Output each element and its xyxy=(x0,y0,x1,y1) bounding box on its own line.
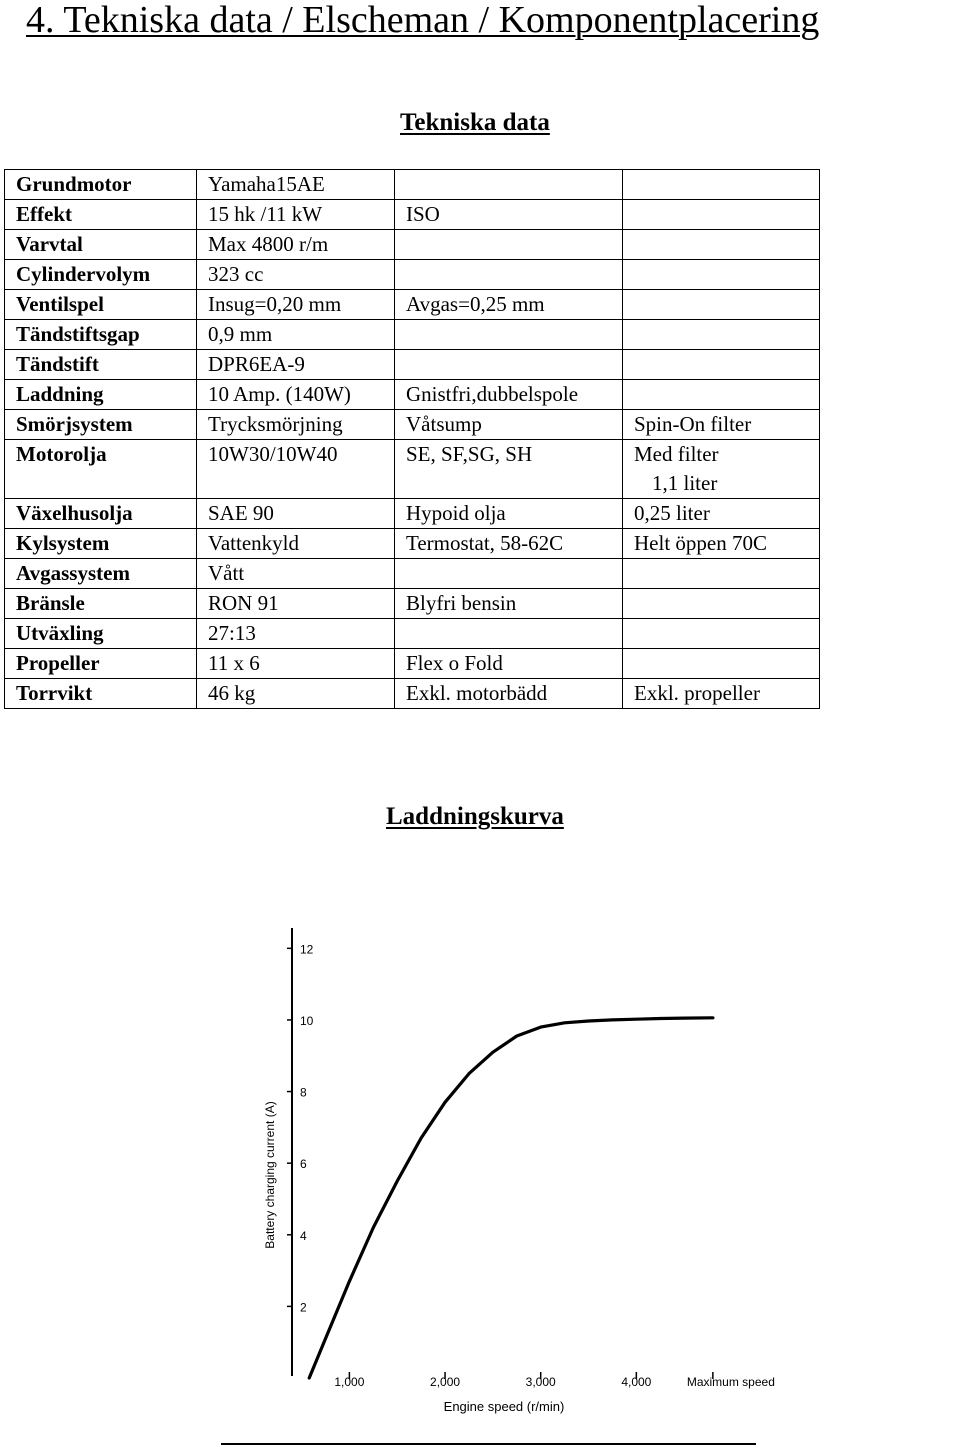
spec-value: RON 91 xyxy=(197,589,395,619)
spec-label: Utväxling xyxy=(5,619,197,649)
spec-row xyxy=(5,170,820,200)
spec-note xyxy=(623,589,820,619)
spec-row xyxy=(5,350,820,380)
spec-note xyxy=(623,230,820,260)
spec-detail: Gnistfri,dubbelspole xyxy=(395,380,623,410)
spec-row xyxy=(5,529,820,559)
x-tick-label: Maximum speed xyxy=(686,1375,775,1389)
spec-row xyxy=(5,230,820,260)
spec-note xyxy=(623,380,820,410)
spec-label: Varvtal xyxy=(5,230,197,260)
spec-row xyxy=(5,260,820,290)
chart-x-ticks xyxy=(334,1372,775,1389)
spec-note: Exkl. propeller xyxy=(623,679,820,709)
spec-label: Bränsle xyxy=(5,589,197,619)
spec-detail: Blyfri bensin xyxy=(395,589,623,619)
tech-data-heading: Tekniska data xyxy=(400,109,550,136)
spec-note xyxy=(623,619,820,649)
spec-note xyxy=(623,559,820,589)
spec-detail: Exkl. motorbädd xyxy=(395,679,623,709)
spec-note xyxy=(623,350,820,380)
spec-note xyxy=(623,649,820,679)
spec-value: Max 4800 r/m xyxy=(197,230,395,260)
x-tick-label: 2,000 xyxy=(430,1375,461,1389)
spec-label: Torrvikt xyxy=(5,679,197,709)
spec-value: 323 cc xyxy=(197,260,395,290)
spec-detail: Avgas=0,25 mm xyxy=(395,290,623,320)
spec-label: Motorolja xyxy=(5,440,197,499)
spec-note: Helt öppen 70C xyxy=(623,529,820,559)
spec-note xyxy=(623,170,820,200)
spec-row xyxy=(5,410,820,440)
spec-value: 27:13 xyxy=(197,619,395,649)
spec-note xyxy=(623,200,820,230)
chart-series xyxy=(309,1018,713,1378)
spec-detail xyxy=(395,320,623,350)
spec-label: Kylsystem xyxy=(5,529,197,559)
y-tick-label: 2 xyxy=(300,1300,307,1315)
y-tick-label: 4 xyxy=(300,1228,307,1243)
spec-detail: Hypoid olja xyxy=(395,499,623,529)
x-tick-label: 1,000 xyxy=(334,1375,365,1389)
spec-value: Yamaha15AE xyxy=(197,170,395,200)
charging-curve-chart xyxy=(240,920,775,1420)
spec-value: SAE 90 xyxy=(197,499,395,529)
y-tick-label: 12 xyxy=(300,942,314,957)
spec-row xyxy=(5,200,820,230)
spec-row xyxy=(5,649,820,679)
spec-detail xyxy=(395,559,623,589)
spec-note: 0,25 liter xyxy=(623,499,820,529)
spec-row xyxy=(5,320,820,350)
spec-note: Spin-On filter xyxy=(623,410,820,440)
spec-value: 0,9 mm xyxy=(197,320,395,350)
spec-detail: Termostat, 58-62C xyxy=(395,529,623,559)
spec-label: Effekt xyxy=(5,200,197,230)
spec-value: Vattenkyld xyxy=(197,529,395,559)
spec-label: Cylindervolym xyxy=(5,260,197,290)
x-tick-label: 3,000 xyxy=(525,1375,556,1389)
spec-note-line: Med filter xyxy=(634,442,719,466)
page-title: 4. Tekniska data / Elscheman / Komponentplacering xyxy=(26,0,820,41)
chart-x-axis-label: Engine speed (r/min) xyxy=(443,1399,565,1414)
spec-label: Propeller xyxy=(5,649,197,679)
spec-detail: Flex o Fold xyxy=(395,649,623,679)
charging-curve-line xyxy=(309,1018,713,1378)
spec-row xyxy=(5,440,820,499)
spec-row xyxy=(5,679,820,709)
spec-row xyxy=(5,559,820,589)
spec-label: Ventilspel xyxy=(5,290,197,320)
spec-detail: SE, SF,SG, SH xyxy=(395,440,623,499)
spec-label: Laddning xyxy=(5,380,197,410)
spec-value: 11 x 6 xyxy=(197,649,395,679)
spec-value: 10 Amp. (140W) xyxy=(197,380,395,410)
tech-data-table xyxy=(4,169,820,709)
spec-value: Vått xyxy=(197,559,395,589)
spec-value: 46 kg xyxy=(197,679,395,709)
spec-row xyxy=(5,499,820,529)
spec-detail xyxy=(395,350,623,380)
spec-row xyxy=(5,619,820,649)
x-tick-label: 4,000 xyxy=(621,1375,652,1389)
spec-label: Växelhusolja xyxy=(5,499,197,529)
spec-value: 15 hk /11 kW xyxy=(197,200,395,230)
spec-note-line: 1,1 liter xyxy=(652,471,718,495)
spec-value: 10W30/10W40 xyxy=(197,440,395,499)
spec-label: Avgassystem xyxy=(5,559,197,589)
charging-curve-heading: Laddningskurva xyxy=(386,803,564,830)
spec-value: Trycksmörjning xyxy=(197,410,395,440)
spec-detail xyxy=(395,619,623,649)
spec-note xyxy=(623,320,820,350)
y-tick-label: 8 xyxy=(300,1085,307,1100)
spec-detail: ISO xyxy=(395,200,623,230)
spec-label: Tändstift xyxy=(5,350,197,380)
y-tick-label: 6 xyxy=(300,1157,307,1172)
spec-detail xyxy=(395,170,623,200)
spec-label: Grundmotor xyxy=(5,170,197,200)
spec-note xyxy=(623,290,820,320)
tech-data-table-body xyxy=(5,170,820,709)
spec-row xyxy=(5,589,820,619)
spec-row xyxy=(5,290,820,320)
spec-detail xyxy=(395,230,623,260)
spec-note xyxy=(623,260,820,290)
spec-value: Insug=0,20 mm xyxy=(197,290,395,320)
spec-label: Smörjsystem xyxy=(5,410,197,440)
spec-value: DPR6EA-9 xyxy=(197,350,395,380)
spec-row xyxy=(5,380,820,410)
spec-label: Tändstiftsgap xyxy=(5,320,197,350)
chart-y-axis-label: Battery charging current (A) xyxy=(263,1101,277,1249)
spec-note xyxy=(623,440,820,499)
spec-detail: Våtsump xyxy=(395,410,623,440)
y-tick-label: 10 xyxy=(300,1013,314,1028)
spec-detail xyxy=(395,260,623,290)
bottom-rule xyxy=(221,1443,756,1445)
